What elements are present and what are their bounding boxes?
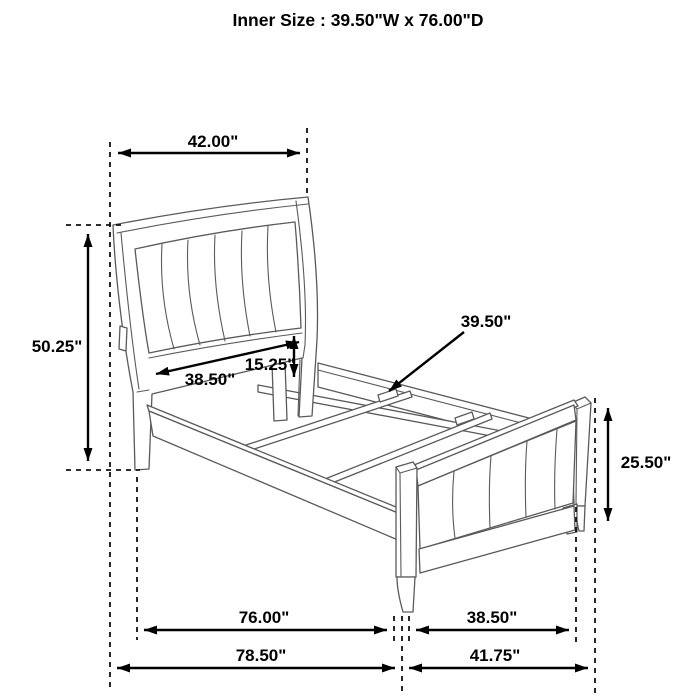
- label-headboard-width: 42.00": [187, 132, 239, 151]
- diagram-title: Inner Size : 39.50"W x 76.00"D: [232, 10, 484, 30]
- label-footboard-inner-width: 38.50": [466, 608, 518, 627]
- label-side-rail-length: 76.00": [238, 608, 290, 627]
- label-footboard-height: 25.50": [620, 453, 672, 472]
- side-rail: [147, 405, 398, 540]
- label-inner-width: 39.50": [460, 312, 512, 331]
- label-headboard-rail-gap: 15.25": [244, 355, 296, 374]
- label-overall-length: 78.50": [235, 646, 287, 665]
- headboard: [113, 197, 318, 470]
- label-footboard-overall-width: 41.75": [469, 646, 521, 665]
- arrow-inner-width-pointer: [389, 332, 464, 391]
- label-headboard-inner-width: 38.50": [184, 370, 236, 389]
- label-headboard-height: 50.25": [31, 337, 83, 356]
